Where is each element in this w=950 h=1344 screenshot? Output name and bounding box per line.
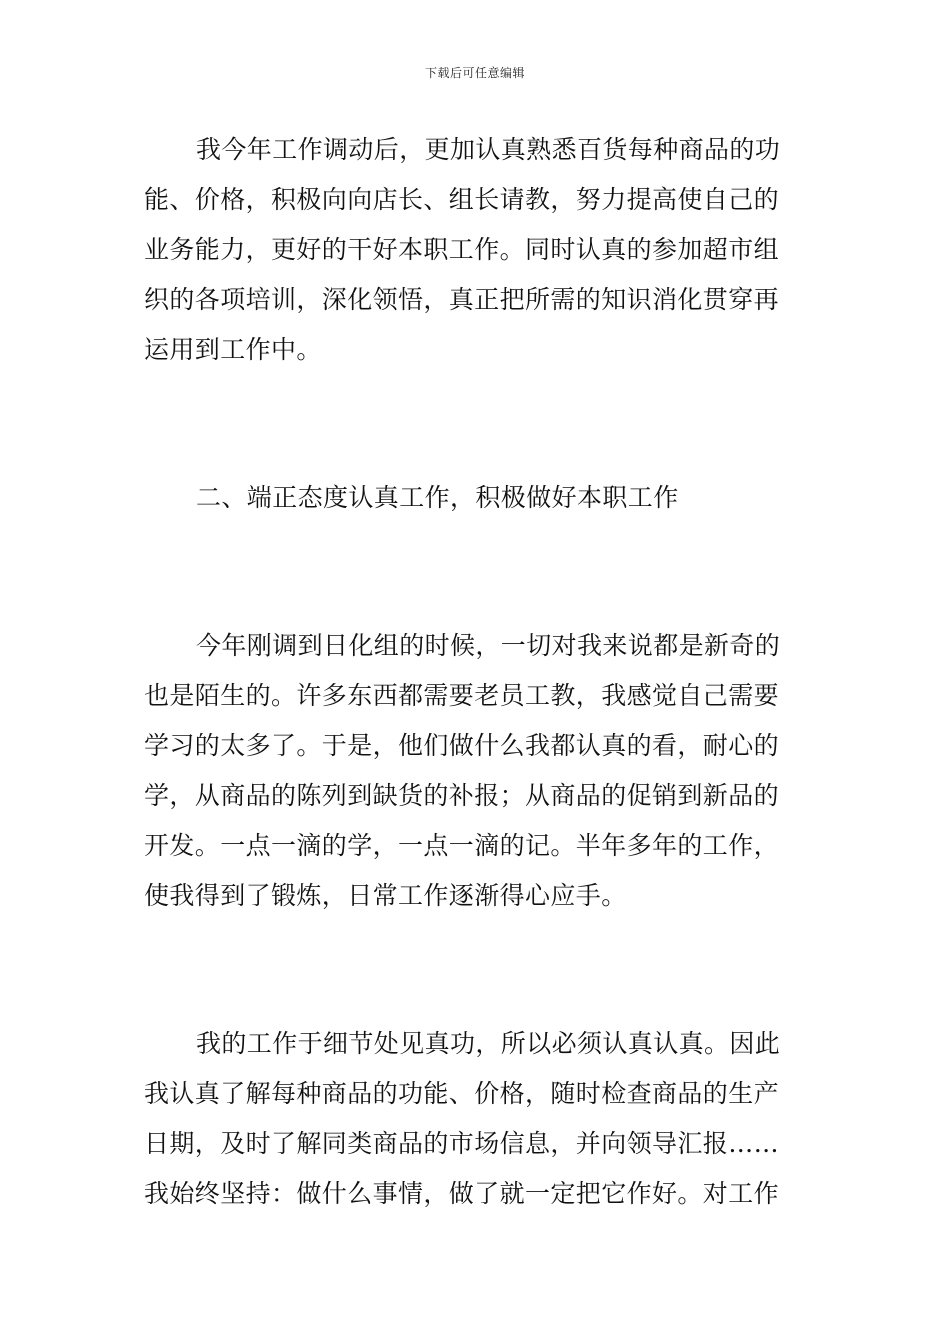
text-line: 我的工作于细节处见真功，所以必须认真认真。因此 [196, 1029, 781, 1058]
section-heading-text: 二、端正态度认真工作，积极做好本职工作 [196, 483, 679, 512]
text-line: 使我得到了锻炼，日常工作逐渐得心应手。 [144, 881, 627, 910]
text-line: 也是陌生的。许多东西都需要老员工教，我感觉自己需要 [144, 681, 780, 710]
page-header-note: 下载后可任意编辑 [424, 66, 525, 80]
text-line: 学习的太多了。于是，他们做什么我都认真的看，耐心的 [144, 731, 780, 760]
text-line: 织的各项培训，深化领悟，真正把所需的知识消化贯穿再 [144, 285, 780, 314]
text-line: 我今年工作调动后，更加认真熟悉百货每种商品的功 [196, 135, 781, 164]
text-line: 运用到工作中。 [144, 335, 322, 364]
text-line: 业务能力，更好的干好本职工作。同时认真的参加超市组 [144, 235, 780, 264]
text-line: 日期，及时了解同类商品的市场信息，并向领导汇报…… [144, 1129, 780, 1158]
text-line: 能、价格，积极向向店长、组长请教，努力提高使自己的 [144, 185, 780, 214]
text-line: 我始终坚持：做什么事情，做了就一定把它作好。对工作 [144, 1179, 780, 1208]
text-line: 今年刚调到日化组的时候，一切对我来说都是新奇的 [196, 631, 781, 660]
paragraph-attention-to-detail [144, 1019, 806, 1219]
section-heading-attitude [144, 473, 806, 523]
text-line: 开发。一点一滴的学，一点一滴的记。半年多年的工作， [144, 831, 780, 860]
paragraph-new-to-daily-chemicals [144, 621, 806, 921]
paragraph-study-products [144, 125, 806, 375]
text-line: 我认真了解每种商品的功能、价格，随时检查商品的生产 [144, 1079, 780, 1108]
text-line: 学，从商品的陈列到缺货的补报；从商品的促销到新品的 [144, 781, 780, 810]
